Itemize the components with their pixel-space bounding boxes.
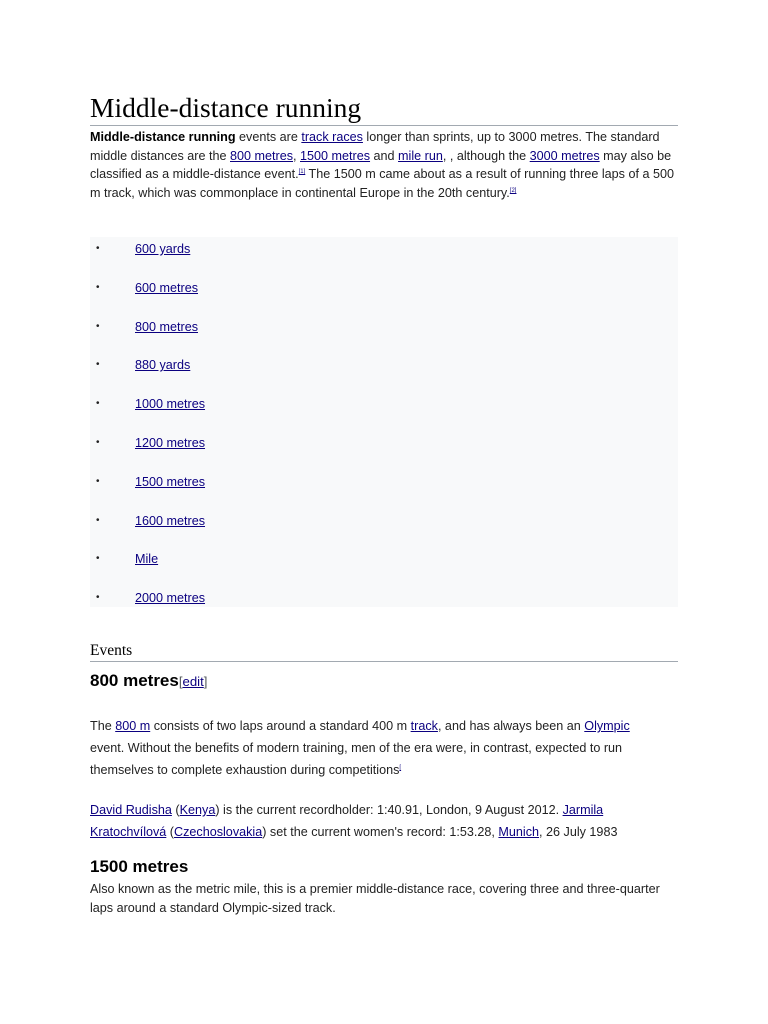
paragraph-800-records: [90, 799, 650, 843]
link-munich[interactable]: Munich: [498, 825, 540, 839]
edit-bracket-open: [: [178, 674, 183, 689]
bullet-icon: •: [96, 553, 100, 565]
bullet-icon: •: [96, 592, 100, 604]
link-mile-run[interactable]: mile run: [398, 148, 443, 163]
link-track-races[interactable]: track races: [301, 130, 363, 144]
bullet-icon: •: [96, 475, 100, 487]
reference-2[interactable]: [2]: [509, 187, 517, 194]
bullet-icon: •: [96, 359, 100, 371]
distance-link[interactable]: 600 yards: [135, 242, 191, 256]
intro-text-4: and: [370, 148, 399, 163]
link-1500-metres[interactable]: 1500 metres: [300, 148, 371, 163]
link-czechoslovakia[interactable]: Czechoslovakia: [174, 825, 263, 839]
p800-text-2: consists of two laps around a standard 400 m: [150, 719, 411, 733]
distance-link[interactable]: 1200 metres: [135, 436, 206, 450]
distance-link[interactable]: 2000 metres: [135, 591, 206, 606]
distance-link[interactable]: 880 yards: [135, 358, 191, 373]
distance-link[interactable]: 1600 metres: [135, 513, 206, 528]
distances-list-box: [90, 237, 678, 607]
intro-text-5: , , although the: [442, 148, 530, 163]
intro-text-7: The 1500 m came about as a result of running three laps of a 500 m track, which was commonplace in continental Europe in the 20th century.: [90, 167, 674, 200]
link-david-rudisha[interactable]: David Rudisha: [90, 803, 172, 817]
page-title: Middle-distance running: [90, 91, 678, 126]
link-800-metres[interactable]: 800 metres: [230, 148, 294, 163]
rec-text-2: ) is the current recordholder: 1:40.91, London, 9 August 2012.: [215, 803, 563, 817]
distance-link[interactable]: 1000 metres: [135, 397, 206, 412]
p800-text-4: event. Without the benefits of modern training, men of the era were, in contrast, expected to run themselves to complete exhaustion during competitions: [90, 741, 623, 777]
p800-text-3: , and has always been an: [437, 719, 585, 733]
section-heading-800-text: 800 metres: [90, 671, 179, 690]
link-track[interactable]: track: [410, 719, 438, 733]
events-heading: Events: [90, 641, 678, 662]
link-jarmila-kratochvilova[interactable]: Jarmila Kratochvílová: [90, 803, 604, 839]
paragraph-1500-description: Also known as the metric mile, this is a premier middle-distance race, covering three and three-quarter laps around a standard Olympic-sized track.: [90, 882, 660, 915]
section-heading-800-metres: [90, 670, 207, 693]
distance-link[interactable]: Mile: [135, 552, 159, 567]
intro-bold-term: Middle-distance running: [90, 130, 236, 144]
intro-paragraph: [90, 128, 678, 202]
bullet-icon: •: [96, 398, 100, 410]
rec-text-3: (: [166, 825, 175, 839]
intro-text-2: longer than sprints, up to 3000 metres. The standard middle distances are the: [90, 130, 660, 163]
edit-link[interactable]: edit: [182, 674, 204, 689]
link-800-m[interactable]: 800 m: [115, 719, 151, 733]
rec-text-1: (: [171, 803, 180, 817]
distance-link[interactable]: 800 metres: [135, 319, 198, 334]
bullet-icon: •: [96, 514, 100, 526]
rec-text-4: ) set the current women's record: 1:53.28,: [262, 825, 499, 839]
paragraph-800-description: [90, 715, 650, 781]
intro-text-6: may also be classified as a middle-distance event.: [90, 148, 672, 182]
link-olympic[interactable]: Olympic: [584, 719, 630, 733]
reference-1[interactable]: [1]: [298, 169, 306, 175]
edit-bracket-close: ]: [203, 674, 208, 689]
bullet-icon: •: [96, 281, 100, 293]
bullet-icon: •: [96, 437, 100, 448]
intro-text-3: ,: [293, 148, 301, 163]
rec-text-5: , 26 July 1983: [539, 825, 618, 839]
bullet-icon: •: [96, 243, 100, 254]
link-3000-metres[interactable]: 3000 metres: [529, 148, 600, 163]
link-kenya[interactable]: Kenya: [179, 803, 216, 817]
section-heading-1500-metres: 1500 metres: [90, 857, 189, 876]
edit-section-link: [179, 674, 208, 689]
p800-text-1: The: [90, 719, 116, 733]
distance-link[interactable]: 600 metres: [135, 280, 198, 295]
bullet-icon: •: [96, 320, 100, 332]
intro-text-1: events are: [235, 130, 302, 144]
distance-link[interactable]: 1500 metres: [135, 474, 206, 489]
reference-3[interactable]: [: [399, 764, 402, 771]
